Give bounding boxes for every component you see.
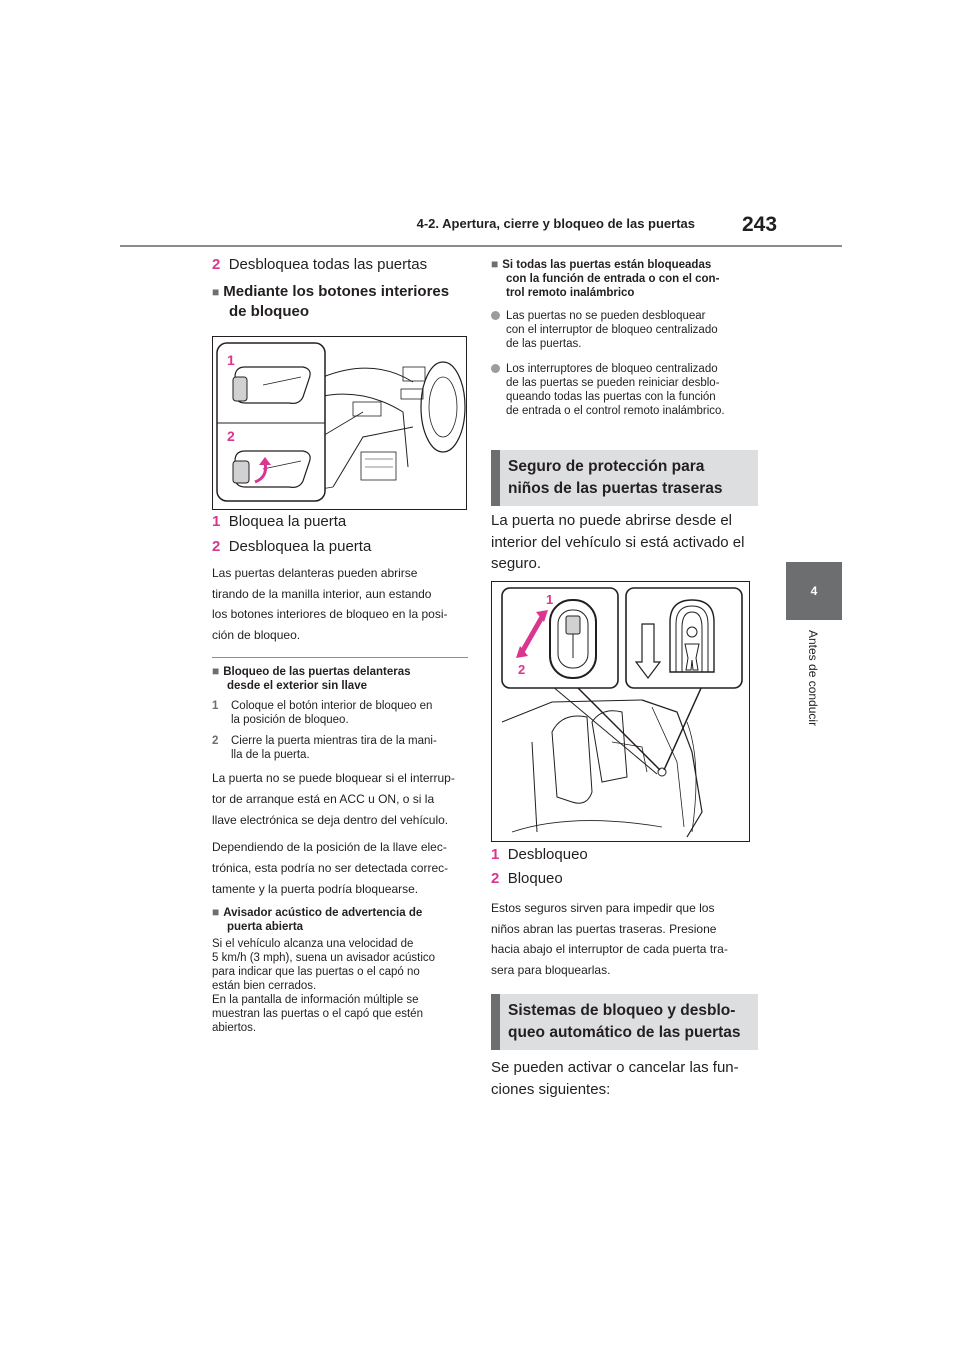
heading-interior-lock-buttons: ■ Mediante los botones interiores [212,283,450,300]
step-2-text: Cierre la puerta mientras tira de la mani- lla de la puerta. [231,735,437,761]
heading-front-door-lock-without-key-line2: desde el exterior sin llave [227,680,367,692]
bullet-dot [491,311,500,320]
section-divider [212,657,468,658]
step-1-text: Coloque el botón interior de bloqueo en la posición de bloqueo. [231,700,433,726]
section-title: 4-2. Apertura, cierre y bloqueo de las puertas [416,216,695,231]
step-1: 1 [212,700,219,712]
section-header-auto-lock: Sistemas de bloqueo y desblo- queo automático de las puertas [491,994,758,1050]
bullet-2-text: Los interruptores de bloqueo centralizado de las puertas se pueden reiniciar desblo- queando todas las puertas con la función de entrada o el control remoto inalámbrico. [506,363,725,417]
paragraph-front-doors: Las puertas delanteras pueden abrirse tirando de la manilla interior, aun estando los botones interiores de bloqueo en la posi- ción de bloqueo. [212,566,448,642]
figure-child-lock [491,581,750,842]
heading-all-doors-locked: ■ Si todas las puertas están bloqueadas [491,257,712,271]
heading-all-doors-locked-line2: con la función de entrada o con el con- trol remoto inalámbrico [506,273,720,299]
fig2-item-lock: 2 Bloqueo [491,870,563,887]
paragraph-door-open-warning: Si el vehículo alcanza una velocidad de 5 km/h (3 mph), suena un avisador acústico para indicar que las puertas o el capó no están bien cerrados. En la pantalla de información múltiple se muestran las puertas o el capó que estén abiertos. [212,938,436,1034]
step-2: 2 [212,735,219,747]
paragraph-lock-conditions: La puerta no se puede bloquear si el interrup- tor de arranque está en ACC u ON, o si la llave electrónica se deja dentro del vehículo. [212,771,455,827]
chapter-tab: 4 [786,562,842,620]
child-lock-illustration [492,582,749,841]
figure-interior-lock [212,336,467,510]
chapter-title: Antes de conducir [806,630,820,727]
bullet-dot [491,364,500,373]
fig1-item-unlock: 2 Desbloquea la puerta [212,538,372,555]
paragraph-key-detection: Dependiendo de la posición de la llave elec- trónica, esta podría no ser detectada correc- tamente y la puerta podría bloquearse. [212,840,449,896]
paragraph-auto-lock: Se pueden activar o cancelar las fun- ciones siguientes: [491,1059,739,1098]
section-header-child-lock: Seguro de protección para niños de las puertas traseras [491,450,758,506]
paragraph-child-lock: La puerta no puede abrirse desde el interior del vehículo si está activado el seguro. [491,512,745,572]
fig1-label-1: 1 [227,352,235,368]
bullet-1 [491,309,506,323]
bullet-2 [491,362,506,376]
fig2-item-unlock: 1 Desbloqueo [491,846,588,863]
bullet-1-text: Las puertas no se pueden desbloquear con el interruptor de bloqueo centralizado de las puertas. [506,310,718,350]
item-unlock-all: 2 Desbloquea todas las puertas [212,256,428,273]
heading-front-door-lock-without-key: ■ Bloqueo de las puertas delanteras [212,664,411,678]
paragraph-child-lock-usage: Estos seguros sirven para impedir que los niños abran las puertas traseras. Presione hacia abajo el interruptor de cada puerta tra- sera para bloquearlas. [491,901,728,977]
fig2-label-2: 2 [518,662,526,677]
heading-door-open-warning-line2: puerta abierta [227,921,304,933]
fig1-item-lock: 1 Bloquea la puerta [212,513,347,530]
interior-lock-illustration [213,337,466,509]
header-rule [120,245,842,247]
heading-interior-lock-buttons-line2: de bloqueo [229,303,309,320]
heading-door-open-warning: ■ Avisador acústico de advertencia de [212,905,423,919]
page-number: 243 [742,213,778,236]
fig2-label-1: 1 [546,592,554,607]
fig1-label-2: 2 [227,428,235,444]
